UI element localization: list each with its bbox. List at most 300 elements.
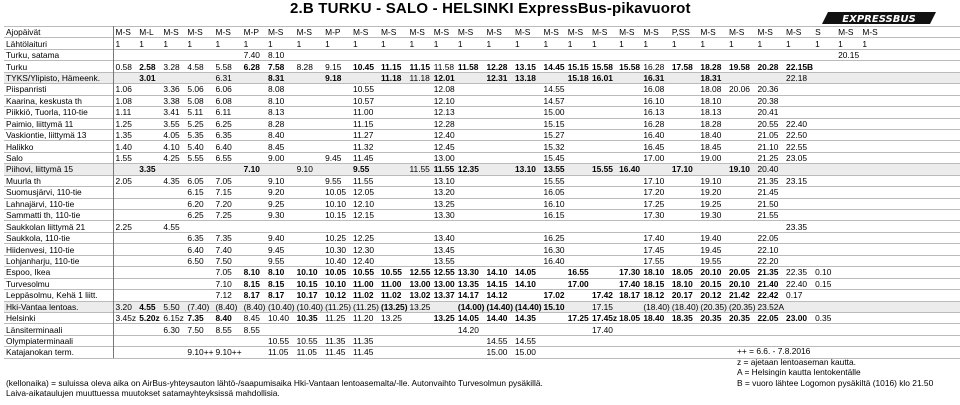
time-cell: 14.55 bbox=[543, 84, 565, 95]
table-row bbox=[4, 232, 960, 243]
time-cell: 1.08 bbox=[113, 95, 137, 106]
time-cell bbox=[456, 129, 485, 140]
time-cell: 0.58 bbox=[113, 61, 137, 72]
time-cell: 18.08 bbox=[698, 84, 727, 95]
time-cell: (10.40) bbox=[268, 301, 295, 312]
time-cell bbox=[670, 244, 699, 255]
table-row bbox=[4, 244, 960, 255]
time-cell bbox=[590, 49, 617, 60]
time-cell: 12.55 bbox=[433, 267, 455, 278]
time-cell bbox=[323, 221, 351, 232]
time-cell: 23.52A bbox=[757, 301, 785, 312]
table-row bbox=[4, 267, 960, 278]
time-cell: 19.10 bbox=[698, 175, 727, 186]
time-cell: 10.55 bbox=[351, 84, 379, 95]
time-cell: 9.10 bbox=[266, 175, 295, 186]
time-cell: 17.40 bbox=[619, 278, 641, 289]
time-cell bbox=[408, 175, 432, 186]
time-cell: 21.42 bbox=[727, 290, 756, 301]
time-cell bbox=[941, 347, 960, 358]
time-cell bbox=[902, 210, 921, 221]
time-cell bbox=[941, 198, 960, 209]
time-cell: 21.25 bbox=[756, 152, 785, 163]
time-cell: (18.40) bbox=[671, 301, 699, 312]
time-cell: 13.25 bbox=[379, 312, 408, 323]
time-cell: 14.57 bbox=[543, 95, 565, 106]
time-cell: 7.20 bbox=[214, 198, 242, 209]
time-cell: 11.15 bbox=[351, 118, 379, 129]
time-cell bbox=[727, 129, 756, 140]
time-cell bbox=[836, 210, 860, 221]
time-cell: 11.18 bbox=[379, 72, 408, 83]
time-cell bbox=[698, 347, 727, 358]
time-cell: 6.40 bbox=[214, 141, 242, 152]
time-cell: 1 bbox=[566, 38, 590, 49]
time-cell: 15.27 bbox=[543, 130, 565, 141]
time-cell: 4.58 bbox=[185, 61, 213, 72]
time-cell bbox=[379, 141, 408, 152]
time-cell: 14.55 bbox=[484, 335, 513, 346]
time-cell bbox=[456, 221, 485, 232]
time-cell: M-S bbox=[295, 27, 324, 38]
time-cell: 2.25 bbox=[113, 221, 137, 232]
time-cell bbox=[813, 221, 836, 232]
time-cell: 1.06 bbox=[113, 84, 137, 95]
time-cell bbox=[566, 210, 590, 221]
time-cell: 16.28 bbox=[641, 118, 670, 129]
time-cell bbox=[379, 210, 408, 221]
time-cell bbox=[161, 72, 185, 83]
time-cell bbox=[902, 221, 921, 232]
time-cell: 12.10 bbox=[351, 198, 379, 209]
time-cell: 9.55 bbox=[351, 164, 379, 175]
time-cell bbox=[113, 164, 137, 175]
time-cell bbox=[185, 164, 213, 175]
time-cell: 17.30 bbox=[619, 267, 641, 278]
time-cell bbox=[456, 49, 485, 60]
time-cell bbox=[295, 187, 324, 198]
time-cell: 12.08 bbox=[433, 84, 455, 95]
time-cell bbox=[836, 187, 860, 198]
time-cell: 20.41 bbox=[756, 107, 785, 118]
time-cell bbox=[922, 210, 941, 221]
table-row bbox=[4, 27, 960, 38]
time-cell bbox=[941, 210, 960, 221]
time-cell bbox=[295, 324, 324, 335]
time-cell bbox=[670, 347, 699, 358]
time-cell bbox=[836, 152, 860, 163]
time-cell bbox=[836, 61, 860, 72]
stop-name: Paimio, liittymä 11 bbox=[4, 118, 113, 129]
time-cell bbox=[242, 118, 266, 129]
time-cell bbox=[185, 72, 213, 83]
time-cell: 7.05 bbox=[214, 267, 242, 278]
time-cell bbox=[161, 255, 185, 266]
time-cell bbox=[542, 347, 566, 358]
time-cell: 1.55 bbox=[113, 152, 137, 163]
time-cell bbox=[617, 95, 641, 106]
time-cell: 23.15 bbox=[784, 175, 813, 186]
time-cell: 4.55 bbox=[161, 221, 185, 232]
time-cell bbox=[941, 232, 960, 243]
time-cell bbox=[670, 324, 699, 335]
time-cell bbox=[161, 335, 185, 346]
time-cell bbox=[566, 129, 590, 140]
time-cell bbox=[161, 347, 185, 358]
time-cell bbox=[137, 347, 161, 358]
time-cell bbox=[456, 95, 485, 106]
time-cell: 17.25 bbox=[641, 198, 670, 209]
time-cell bbox=[860, 72, 883, 83]
time-cell: M-S bbox=[590, 27, 617, 38]
stop-name: Lohjanharju, 110-tie bbox=[4, 255, 113, 266]
time-cell bbox=[670, 210, 699, 221]
time-cell bbox=[113, 267, 137, 278]
time-cell bbox=[883, 301, 902, 312]
time-cell: 1 bbox=[784, 38, 813, 49]
time-cell bbox=[408, 232, 432, 243]
time-cell bbox=[941, 118, 960, 129]
time-cell: 9.10++ bbox=[187, 347, 214, 358]
time-cell bbox=[408, 141, 432, 152]
table-row bbox=[4, 324, 960, 335]
time-cell bbox=[295, 129, 324, 140]
time-cell: 2.58 bbox=[137, 61, 161, 72]
footnotes-right bbox=[737, 346, 933, 388]
time-cell: 16.40 bbox=[619, 164, 641, 175]
time-cell bbox=[590, 141, 617, 152]
time-cell: 3.36 bbox=[161, 84, 185, 95]
time-cell bbox=[185, 290, 213, 301]
time-cell bbox=[617, 335, 641, 346]
footnote-b: B = vuoro lähtee Logomon pysäkiltä (1016) klo 21.50 bbox=[737, 377, 934, 388]
time-cell bbox=[922, 267, 941, 278]
time-cell: 20.10 bbox=[727, 278, 756, 289]
time-cell: 11.55 bbox=[409, 164, 430, 175]
time-cell: M-S bbox=[185, 27, 213, 38]
table-row bbox=[4, 38, 960, 49]
time-cell: 21.10 bbox=[756, 141, 785, 152]
stop-name: Turvesolmu bbox=[4, 278, 113, 289]
time-cell: 18.28 bbox=[698, 118, 727, 129]
time-cell bbox=[513, 141, 542, 152]
time-cell bbox=[432, 301, 456, 312]
time-cell: 20.40 bbox=[756, 164, 785, 175]
time-cell bbox=[941, 95, 960, 106]
time-cell: 17.42 bbox=[590, 290, 617, 301]
time-cell bbox=[756, 324, 785, 335]
stop-name: Piispanristi bbox=[4, 84, 113, 95]
time-cell: M-S bbox=[698, 27, 727, 38]
footnote-a: A = Helsingin kautta lentokentälle bbox=[737, 367, 861, 377]
time-cell: 20.28 bbox=[756, 61, 785, 72]
time-cell bbox=[883, 278, 902, 289]
time-cell: 11.25 bbox=[323, 312, 351, 323]
time-cell bbox=[727, 244, 756, 255]
time-cell bbox=[922, 72, 941, 83]
time-cell: 20.06 bbox=[727, 84, 756, 95]
time-cell: 13.55 bbox=[433, 255, 455, 266]
time-cell: 10.35 bbox=[295, 312, 324, 323]
time-cell bbox=[242, 95, 266, 106]
time-cell bbox=[883, 187, 902, 198]
time-cell: 8.17 bbox=[242, 290, 266, 301]
time-cell: 18.31 bbox=[698, 72, 727, 83]
time-cell: 16.08 bbox=[641, 84, 670, 95]
time-cell: 8.55 bbox=[242, 324, 266, 335]
time-cell bbox=[941, 27, 960, 38]
time-cell: 15.45 bbox=[543, 153, 565, 164]
time-cell: 16.15 bbox=[543, 210, 565, 221]
time-cell bbox=[137, 324, 161, 335]
time-cell bbox=[542, 324, 566, 335]
time-cell bbox=[883, 221, 902, 232]
time-cell bbox=[617, 152, 641, 163]
time-cell: 22.40 bbox=[784, 278, 813, 289]
time-cell: M-S bbox=[860, 27, 883, 38]
time-cell bbox=[902, 38, 921, 49]
time-cell bbox=[513, 129, 542, 140]
time-cell: 12.28 bbox=[433, 118, 455, 129]
time-cell bbox=[542, 221, 566, 232]
time-cell: M-P bbox=[242, 27, 266, 38]
time-cell bbox=[456, 152, 485, 163]
time-cell: M-S bbox=[484, 27, 513, 38]
time-cell: M-S bbox=[836, 27, 860, 38]
time-cell: 8.55 bbox=[214, 324, 242, 335]
time-cell bbox=[941, 255, 960, 266]
stop-name: Hki-Vantaa lentoas. bbox=[4, 301, 113, 312]
time-cell bbox=[727, 152, 756, 163]
time-cell bbox=[323, 84, 351, 95]
time-cell bbox=[513, 187, 542, 198]
time-cell bbox=[883, 198, 902, 209]
time-cell: 13.10 bbox=[513, 164, 542, 175]
time-cell: 7.05 bbox=[214, 175, 242, 186]
time-cell bbox=[902, 175, 921, 186]
time-cell: 5.20z bbox=[139, 313, 160, 324]
time-cell bbox=[860, 267, 883, 278]
time-cell bbox=[456, 84, 485, 95]
time-cell: 22.55 bbox=[784, 141, 813, 152]
time-cell: 5.08 bbox=[185, 95, 213, 106]
time-cell: 12.40 bbox=[351, 255, 379, 266]
time-cell bbox=[379, 335, 408, 346]
time-cell bbox=[379, 118, 408, 129]
time-cell bbox=[902, 278, 921, 289]
time-cell bbox=[641, 347, 670, 358]
time-cell bbox=[513, 49, 542, 60]
time-cell: 16.05 bbox=[543, 187, 565, 198]
time-cell bbox=[185, 335, 213, 346]
time-cell: 18.35 bbox=[670, 312, 699, 323]
time-cell bbox=[902, 107, 921, 118]
time-cell: 10.12 bbox=[323, 290, 351, 301]
time-cell bbox=[922, 38, 941, 49]
time-cell: (20.35) bbox=[728, 301, 756, 312]
time-cell: 8.10 bbox=[266, 95, 295, 106]
time-cell bbox=[883, 152, 902, 163]
time-cell: S bbox=[813, 27, 836, 38]
time-cell bbox=[566, 141, 590, 152]
time-cell bbox=[727, 107, 756, 118]
time-cell: 3.01 bbox=[137, 72, 161, 83]
time-cell bbox=[860, 175, 883, 186]
time-cell bbox=[813, 244, 836, 255]
time-cell bbox=[922, 175, 941, 186]
time-cell bbox=[242, 84, 266, 95]
time-cell: 6.31 bbox=[214, 72, 242, 83]
time-cell bbox=[941, 221, 960, 232]
time-cell bbox=[670, 221, 699, 232]
time-cell bbox=[161, 164, 185, 175]
time-cell bbox=[542, 335, 566, 346]
time-cell bbox=[379, 129, 408, 140]
time-cell: 12.28 bbox=[484, 61, 513, 72]
time-cell bbox=[784, 164, 813, 175]
time-cell bbox=[836, 324, 860, 335]
time-cell bbox=[242, 187, 266, 198]
time-cell: M-S bbox=[266, 27, 295, 38]
time-cell: 9.25 bbox=[266, 198, 295, 209]
time-cell: 11.45 bbox=[351, 152, 379, 163]
stop-name: Saukkolan liittymä 21 bbox=[4, 221, 113, 232]
time-cell bbox=[161, 278, 185, 289]
time-cell bbox=[698, 164, 727, 175]
time-cell bbox=[590, 255, 617, 266]
time-cell: M-L bbox=[137, 27, 161, 38]
time-cell: 9.20 bbox=[266, 187, 295, 198]
time-cell bbox=[883, 141, 902, 152]
time-cell: 6.50 bbox=[185, 255, 213, 266]
time-cell bbox=[902, 27, 921, 38]
time-cell bbox=[323, 324, 351, 335]
time-cell: 15.18 bbox=[567, 72, 589, 83]
time-cell: 18.45 bbox=[698, 141, 727, 152]
time-cell bbox=[408, 187, 432, 198]
table-row bbox=[4, 118, 960, 129]
time-cell bbox=[941, 129, 960, 140]
time-cell: 6.28 bbox=[242, 61, 266, 72]
time-cell: 13.00 bbox=[409, 278, 431, 289]
time-cell bbox=[860, 141, 883, 152]
expressbus-logo bbox=[822, 10, 940, 26]
stop-name: Salo bbox=[4, 152, 113, 163]
time-cell bbox=[836, 244, 860, 255]
time-cell bbox=[617, 347, 641, 358]
time-cell bbox=[295, 232, 324, 243]
time-cell bbox=[295, 72, 324, 83]
time-cell: 16.30 bbox=[543, 244, 565, 255]
time-cell: 11.15 bbox=[409, 61, 430, 72]
stop-name: Länsiterminaali bbox=[4, 324, 113, 335]
time-cell: 11.58 bbox=[433, 61, 455, 72]
time-cell: 15.58 bbox=[619, 61, 641, 72]
time-cell bbox=[727, 118, 756, 129]
time-cell: (13.25) bbox=[380, 301, 408, 312]
time-cell bbox=[836, 290, 860, 301]
time-cell bbox=[860, 221, 883, 232]
time-cell: 9.55 bbox=[323, 175, 351, 186]
time-cell bbox=[295, 221, 324, 232]
time-cell bbox=[836, 255, 860, 266]
time-cell bbox=[379, 107, 408, 118]
time-cell: 8.28 bbox=[266, 118, 295, 129]
time-cell bbox=[484, 324, 513, 335]
time-cell: 17.02 bbox=[543, 290, 565, 301]
time-cell bbox=[590, 221, 617, 232]
time-cell bbox=[323, 164, 351, 175]
time-cell bbox=[513, 118, 542, 129]
time-cell bbox=[113, 232, 137, 243]
stop-name: Piikkiö, Tuorla, 110-tie bbox=[4, 107, 113, 118]
time-cell bbox=[922, 232, 941, 243]
time-cell: 15.32 bbox=[543, 141, 565, 152]
time-cell bbox=[902, 244, 921, 255]
time-cell bbox=[860, 107, 883, 118]
time-cell: 1 bbox=[813, 38, 836, 49]
time-cell: 8.31 bbox=[266, 72, 295, 83]
time-cell bbox=[542, 312, 566, 323]
time-cell: 1 bbox=[860, 38, 883, 49]
time-cell: (14.00) bbox=[457, 301, 485, 312]
time-cell bbox=[513, 210, 542, 221]
time-cell: 12.05 bbox=[351, 187, 379, 198]
time-cell: 5.40 bbox=[185, 141, 213, 152]
time-cell bbox=[641, 324, 670, 335]
time-cell: 11.58 bbox=[456, 61, 485, 72]
time-cell bbox=[379, 164, 408, 175]
time-cell bbox=[941, 335, 960, 346]
time-cell bbox=[161, 267, 185, 278]
time-cell bbox=[161, 232, 185, 243]
time-cell: 22.05 bbox=[756, 312, 785, 323]
time-cell: 16.01 bbox=[590, 72, 617, 83]
time-cell bbox=[566, 84, 590, 95]
time-cell bbox=[513, 95, 542, 106]
time-cell bbox=[137, 84, 161, 95]
time-cell bbox=[566, 107, 590, 118]
time-cell: 1.35 bbox=[113, 129, 137, 140]
time-cell: 3.41 bbox=[161, 107, 185, 118]
time-cell bbox=[590, 118, 617, 129]
time-cell bbox=[566, 187, 590, 198]
time-cell: M-S bbox=[113, 27, 137, 38]
time-cell: 10.25 bbox=[323, 232, 351, 243]
time-cell: 3.45z bbox=[113, 312, 137, 323]
time-cell bbox=[242, 210, 266, 221]
time-cell bbox=[813, 175, 836, 186]
time-cell bbox=[902, 232, 921, 243]
time-cell bbox=[379, 232, 408, 243]
time-cell bbox=[883, 129, 902, 140]
time-cell: 1 bbox=[698, 38, 727, 49]
time-cell bbox=[670, 72, 699, 83]
time-cell bbox=[727, 198, 756, 209]
time-cell: (14.40) bbox=[515, 301, 542, 312]
time-cell bbox=[484, 152, 513, 163]
time-cell bbox=[784, 49, 813, 60]
time-cell: 10.40 bbox=[323, 255, 351, 266]
time-cell: M-S bbox=[214, 27, 242, 38]
time-cell bbox=[922, 95, 941, 106]
time-cell bbox=[137, 187, 161, 198]
time-cell: 8.45 bbox=[242, 312, 266, 323]
time-cell bbox=[784, 255, 813, 266]
time-cell bbox=[670, 95, 699, 106]
time-cell: 6.25 bbox=[185, 210, 213, 221]
time-cell: 5.50 bbox=[161, 301, 185, 312]
